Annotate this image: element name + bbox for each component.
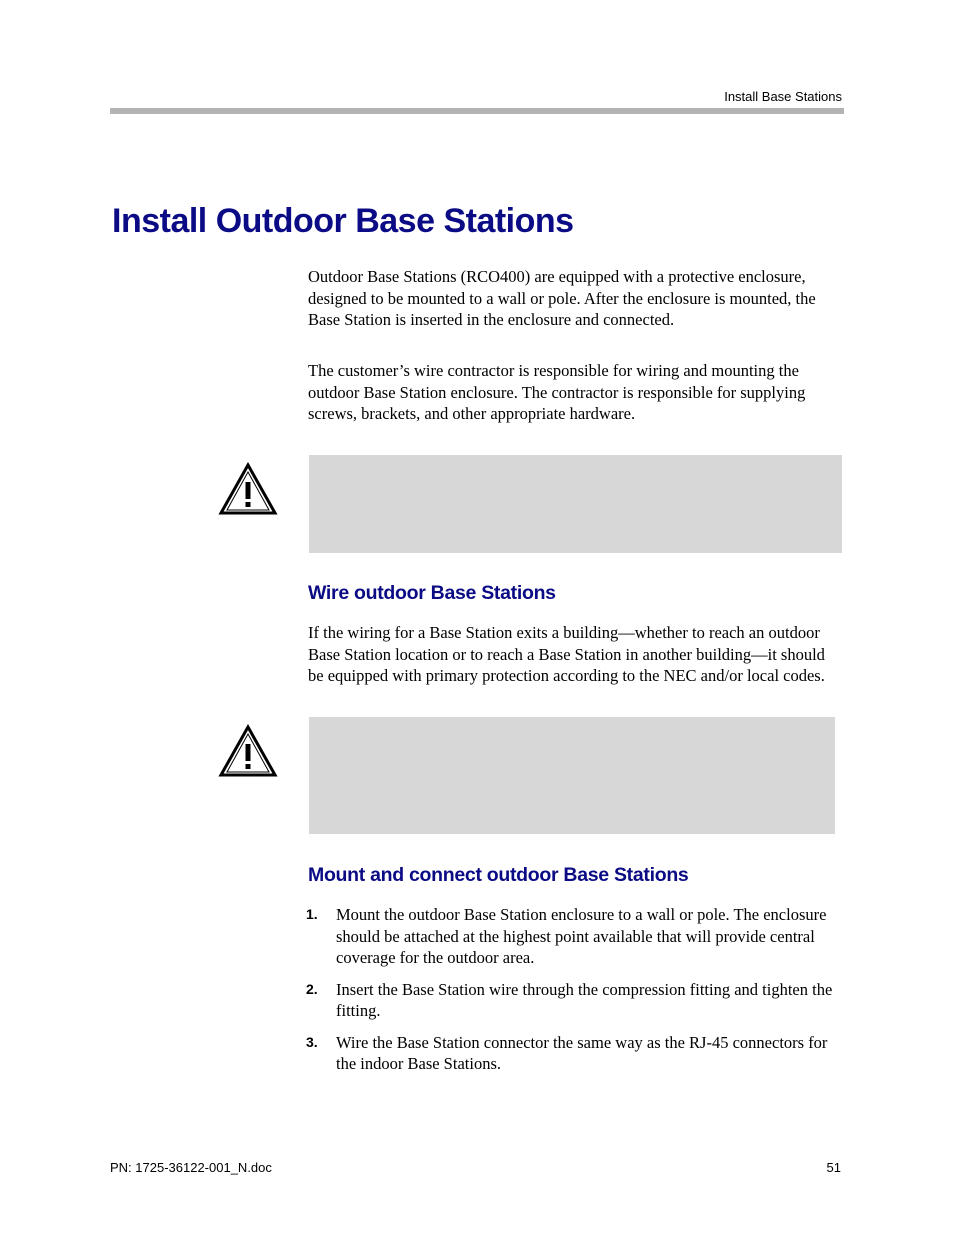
steps-list bbox=[306, 904, 846, 1085]
step-number: 1. bbox=[306, 906, 318, 922]
running-header: Install Base Stations bbox=[724, 89, 842, 104]
step-text: Insert the Base Station wire through the compression fitting and tighten the fitting. bbox=[336, 979, 833, 1020]
step-number: 3. bbox=[306, 1033, 318, 1050]
wire-paragraph: If the wiring for a Base Station exits a building—whether to reach an outdoor Base Station location or to reach a Base Station in another building—it should be equipped with primary protection according to the NEC and/or local codes. bbox=[308, 623, 825, 685]
warning-triangle-icon bbox=[218, 724, 278, 779]
section-heading-mount: Mount and connect outdoor Base Stations bbox=[308, 864, 689, 886]
page-number: 51 bbox=[826, 1160, 841, 1175]
step-text: Mount the outdoor Base Station enclosure to a wall or pole. The enclosure should be attached at the highest point available that will provide central coverage for the outdoor area. bbox=[336, 905, 827, 967]
footer-doc-id: PN: 1725-36122-001_N.doc bbox=[110, 1160, 272, 1175]
list-item bbox=[306, 1032, 846, 1075]
intro-paragraph-1: Outdoor Base Stations (RCO400) are equipped with a protective enclosure, designed to be mounted to a wall or pole. After the enclosure is mounted, the Base Station is inserted in the enclosure and connected. bbox=[308, 267, 816, 329]
intro-paragraph-2: The customer’s wire contractor is responsible for wiring and mounting the outdoor Base Station enclosure. The contractor is responsible for supplying screws, brackets, and other appropriate hardware. bbox=[308, 361, 806, 423]
list-item bbox=[306, 904, 846, 969]
step-text: Wire the Base Station connector the same way as the RJ-45 connectors for the indoor Base Stations. bbox=[336, 1032, 828, 1073]
step-number: 2. bbox=[306, 980, 318, 997]
header-rule bbox=[110, 108, 844, 114]
warning-triangle-icon bbox=[218, 462, 278, 517]
section-heading-wire: Wire outdoor Base Stations bbox=[308, 582, 556, 604]
warning-box bbox=[309, 717, 835, 834]
page-title: Install Outdoor Base Stations bbox=[112, 202, 574, 240]
warning-box bbox=[309, 455, 842, 553]
list-item bbox=[306, 979, 846, 1022]
